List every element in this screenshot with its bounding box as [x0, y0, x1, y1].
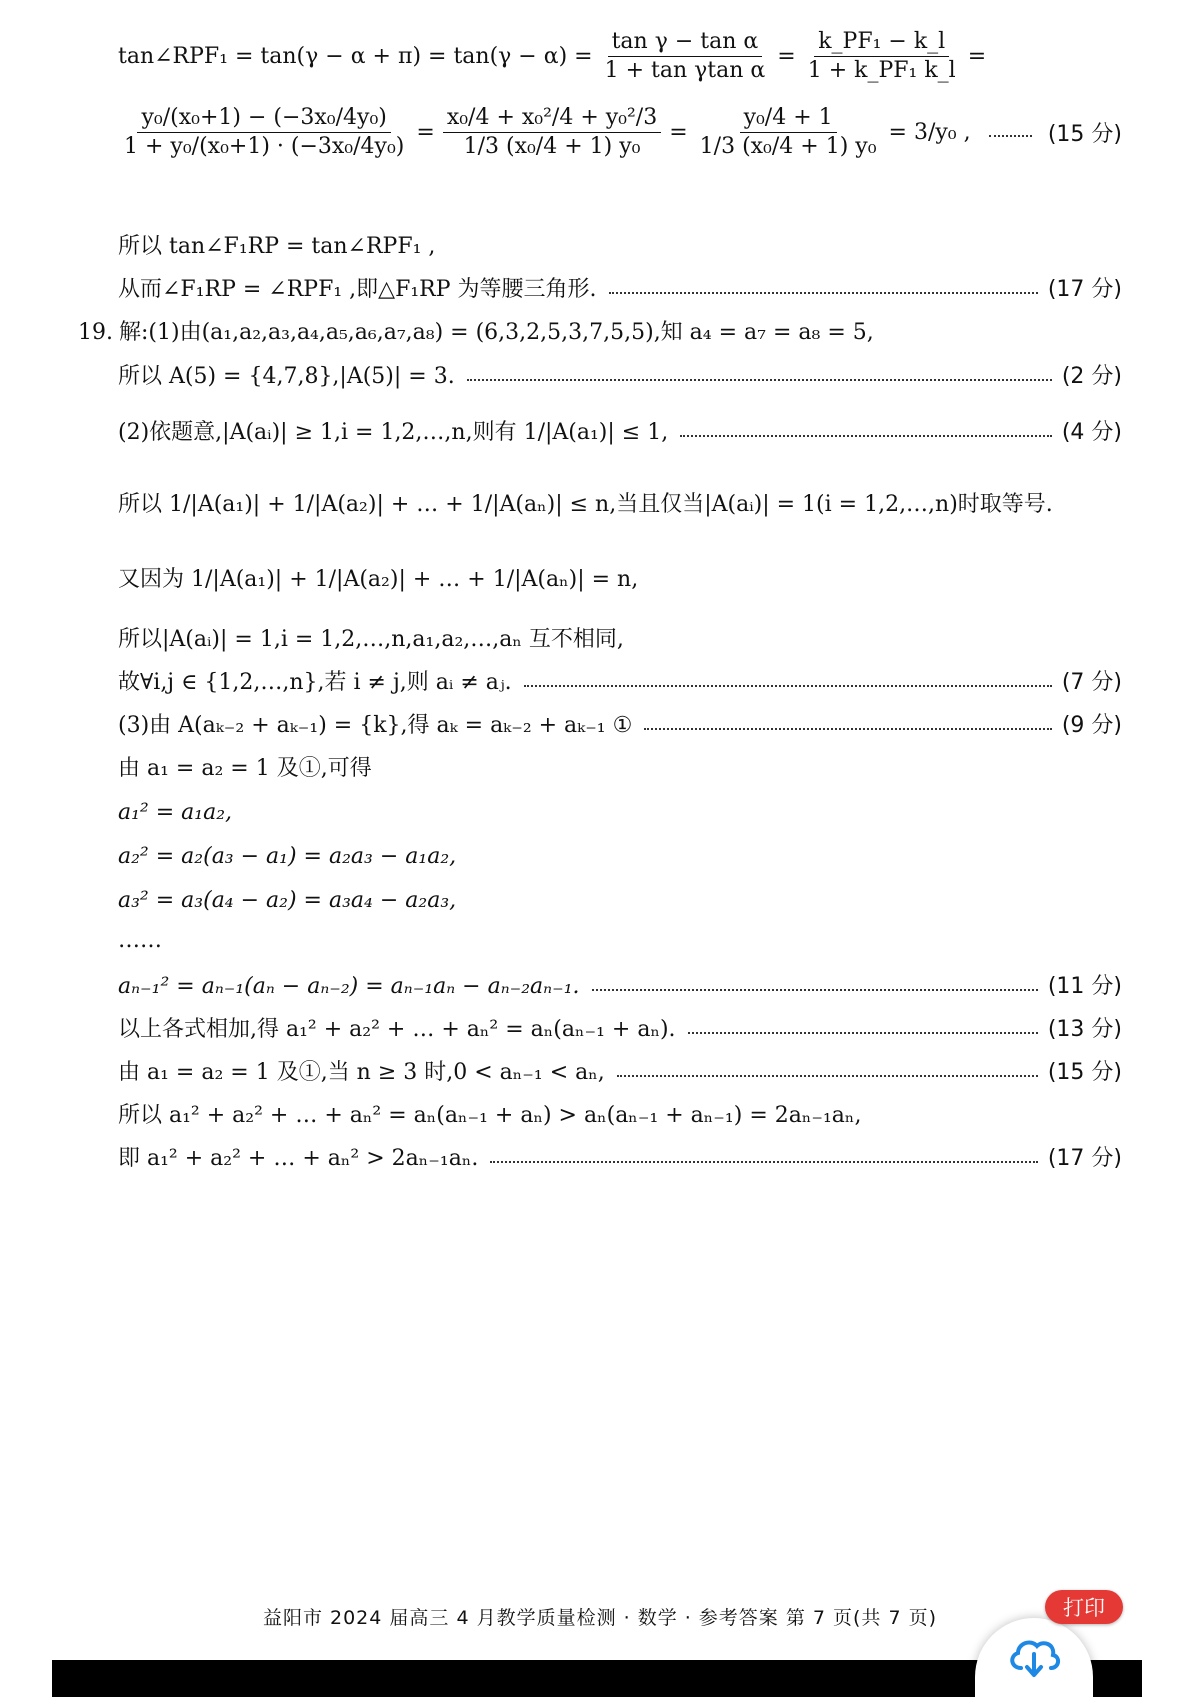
- eq1-frac2-den: 1 + k_PF₁ k_l: [807, 58, 956, 83]
- q19-line-3-text: (2)依题意,|A(aᵢ)| ≥ 1,i = 1,2,…,n,则有 1/|A(a₁)| ≤ 1,: [118, 420, 669, 445]
- equation-tan-rpf1: [118, 28, 986, 85]
- q19-line-16-text: 由 a₁ = a₂ = 1 及①,当 n ≥ 3 时,0 < aₙ₋₁ < aₙ,: [118, 1060, 605, 1085]
- q19-line-1-text: 解:(1)由(a₁,a₂,a₃,a₄,a₅,a₆,a₇,a₈) = (6,3,2,5,3,7,5,5),知 a₄ = a₇ = a₈ = 5,: [119, 320, 874, 345]
- q19-line-4: [118, 490, 1122, 520]
- eq2-frac1-den: 1 + y₀/(x₀+1) · (−3x₀/4y₀): [124, 134, 405, 159]
- eq2-frac2-den: 1/3 (x₀/4 + 1) y₀: [463, 134, 641, 159]
- equation-fraction-chain: [118, 104, 1122, 161]
- eq2-frac3-num: y₀/4 + 1: [740, 104, 837, 133]
- line-tan-equal: [118, 232, 1122, 262]
- q19-line-2-text: 所以 A(5) = {4,7,8},|A(5)| = 3.: [118, 364, 455, 389]
- q19-line-9: [118, 754, 1122, 784]
- eq1-frac1-den: 1 + tan γtan α: [604, 58, 766, 83]
- score-11: (11 分): [1047, 974, 1122, 999]
- q19-line-8-text: (3)由 A(aₖ₋₂ + aₖ₋₁) = {k},得 aₖ = aₖ₋₂ + aₖ₋₁ ①: [118, 713, 633, 738]
- eq2-frac2-num: x₀/4 + x₀²/4 + y₀²/3: [443, 104, 661, 133]
- q19-line-4-text: 所以 1/|A(a₁)| + 1/|A(a₂)| + … + 1/|A(aₙ)| ≤ n,当且仅当|A(aᵢ)| = 1(i = 1,2,…,n)时取等号.: [118, 492, 1053, 517]
- q19-line-16: [118, 1058, 1122, 1088]
- leader-dots: [592, 989, 1038, 991]
- q19-line-13: [118, 926, 1122, 956]
- q19-line-10-text: a₁² = a₁a₂,: [118, 800, 233, 825]
- leader-dots: [644, 728, 1051, 730]
- eq1-frac2-num: k_PF₁ − k_l: [814, 28, 949, 57]
- q19-number: 19.: [78, 320, 113, 345]
- leader-dots: [609, 292, 1038, 294]
- score-17: (17 分): [1047, 277, 1122, 302]
- line-tan-equal-text: 所以 tan∠F₁RP = tan∠RPF₁ ,: [118, 234, 436, 259]
- score-15b: (15 分): [1047, 1060, 1122, 1085]
- q19-line-3: [118, 418, 1122, 448]
- cloud-download-icon: [1007, 1634, 1061, 1680]
- eq1-frac1-num: tan γ − tan α: [608, 28, 763, 57]
- score-17b: (17 分): [1047, 1146, 1122, 1171]
- q19-line-9-text: 由 a₁ = a₂ = 1 及①,可得: [118, 756, 372, 781]
- q19-line-7: [118, 668, 1122, 698]
- q19-line-2: [118, 362, 1122, 392]
- eq2-fraction-3: [696, 104, 881, 161]
- leader-dots: [490, 1161, 1038, 1163]
- q19-line-17: [118, 1101, 1122, 1131]
- q19-line-6-text: 所以|A(aᵢ)| = 1,i = 1,2,…,n,a₁,a₂,…,aₙ 互不相同,: [118, 627, 624, 652]
- eq1-equals: =: [777, 44, 796, 69]
- q19-line-5: [118, 565, 1122, 595]
- q19-line-1: [78, 318, 1122, 348]
- eq2-frac3-den: 1/3 (x₀/4 + 1) y₀: [699, 134, 877, 159]
- eq2-fraction-1: [120, 104, 408, 161]
- print-button[interactable]: 打印: [1045, 1590, 1123, 1624]
- leader-dots: [467, 379, 1052, 381]
- score-15: (15 分): [1047, 122, 1122, 147]
- q19-line-13-text: ……: [118, 928, 162, 953]
- q19-line-8: [118, 711, 1122, 741]
- q19-line-15: [118, 1015, 1122, 1045]
- eq2-equals-1: =: [416, 120, 435, 145]
- q19-line-5-text: 又因为 1/|A(a₁)| + 1/|A(a₂)| + … + 1/|A(aₙ)| = n,: [118, 567, 639, 592]
- score-4: (4 分): [1061, 420, 1122, 445]
- q19-line-11: [118, 842, 1122, 872]
- eq2-equals-2: =: [669, 120, 688, 145]
- eq2-result: = 3/y₀ ,: [888, 120, 971, 145]
- q19-line-7-text: 故∀i,j ∈ {1,2,…,n},若 i ≠ j,则 aᵢ ≠ aⱼ.: [118, 670, 512, 695]
- page-footer: 益阳市 2024 届高三 4 月教学质量检测 · 数学 · 参考答案 第 7 页(共 7 页): [262, 1607, 938, 1629]
- eq1-left: tan∠RPF₁ = tan(γ − α + π) = tan(γ − α) =: [118, 44, 593, 69]
- line-isosceles-text: 从而∠F₁RP = ∠RPF₁ ,即△F₁RP 为等腰三角形.: [118, 277, 597, 302]
- leader-dots: [524, 685, 1052, 687]
- eq2-leader-dots: [989, 135, 1032, 137]
- score-13: (13 分): [1047, 1017, 1122, 1042]
- q19-line-17-text: 所以 a₁² + a₂² + … + aₙ² = aₙ(aₙ₋₁ + aₙ) > aₙ(aₙ₋₁ + aₙ₋₁) = 2aₙ₋₁aₙ,: [118, 1103, 862, 1128]
- q19-line-14-text: aₙ₋₁² = aₙ₋₁(aₙ − aₙ₋₂) = aₙ₋₁aₙ − aₙ₋₂aₙ₋₁.: [118, 974, 580, 999]
- q19-line-18-text: 即 a₁² + a₂² + … + aₙ² > 2aₙ₋₁aₙ.: [118, 1146, 479, 1171]
- eq1-equals-end: =: [967, 44, 987, 69]
- q19-line-6: [118, 625, 1122, 655]
- eq1-fraction-1: [601, 28, 770, 85]
- leader-dots: [617, 1075, 1038, 1077]
- eq2-fraction-2: [443, 104, 661, 161]
- q19-line-18: [118, 1144, 1122, 1174]
- q19-line-15-text: 以上各式相加,得 a₁² + a₂² + … + aₙ² = aₙ(aₙ₋₁ + aₙ).: [118, 1017, 676, 1042]
- line-isosceles: [118, 275, 1122, 305]
- leader-dots: [680, 435, 1052, 437]
- score-2: (2 分): [1061, 364, 1122, 389]
- q19-line-14: [118, 972, 1122, 1002]
- leader-dots: [688, 1032, 1038, 1034]
- eq1-fraction-2: [804, 28, 960, 85]
- q19-line-12-text: a₃² = a₃(a₄ − a₂) = a₃a₄ − a₂a₃,: [118, 888, 457, 913]
- score-9: (9 分): [1061, 713, 1122, 738]
- q19-line-10: [118, 798, 1122, 828]
- score-7: (7 分): [1061, 670, 1122, 695]
- q19-line-11-text: a₂² = a₂(a₃ − a₁) = a₂a₃ − a₁a₂,: [118, 844, 457, 869]
- eq2-frac1-num: y₀/(x₀+1) − (−3x₀/4y₀): [137, 104, 390, 133]
- q19-line-12: [118, 886, 1122, 916]
